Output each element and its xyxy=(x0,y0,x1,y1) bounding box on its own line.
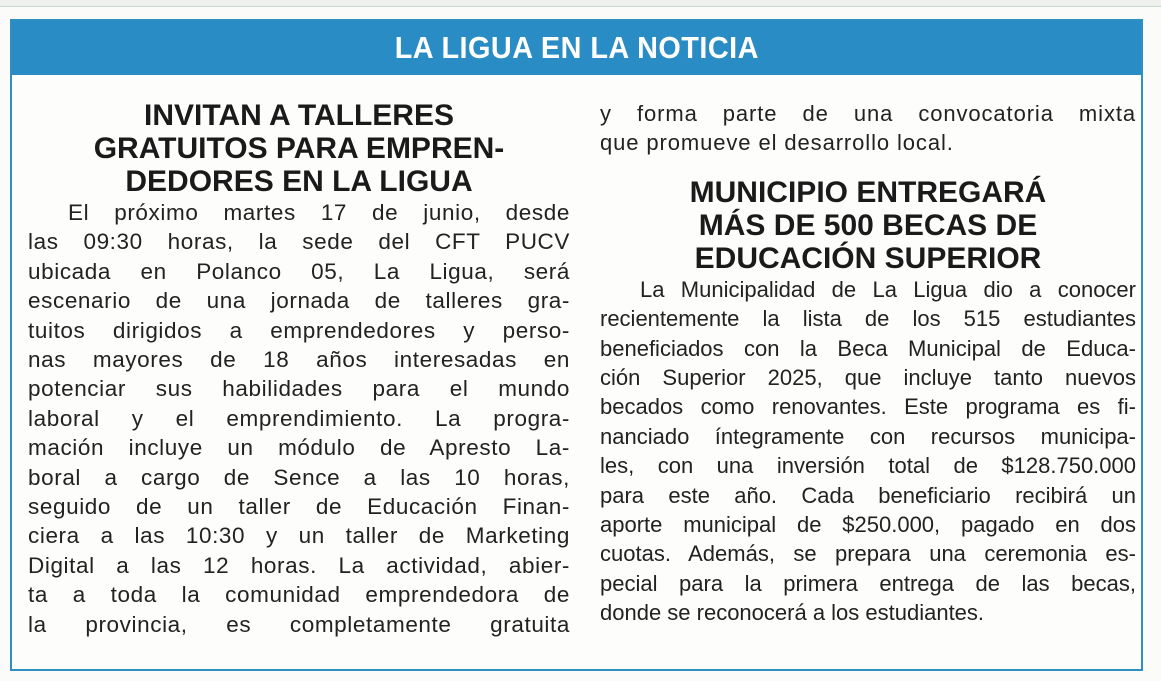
headline-line: GRATUITOS PARA EMPREN- xyxy=(93,132,505,165)
body-line: seguido de un taller de Educación Finan- xyxy=(28,494,570,520)
headline-line: EDUCACIÓN SUPERIOR xyxy=(694,241,1042,275)
headline-line: INVITAN A TALLERES xyxy=(144,99,454,132)
body-line: la provincia, es completamente gratuita xyxy=(28,611,570,637)
article-1-body xyxy=(28,198,570,639)
top-edge-strip xyxy=(0,0,1161,7)
body-line: tuitos dirigidos a emprendedores y perso- xyxy=(28,317,570,343)
body-line: La Municipalidad de La Ligua dio a conocer xyxy=(640,276,1136,302)
left-column xyxy=(28,99,570,639)
body-line: mación incluye un módulo de Apresto La- xyxy=(28,435,570,461)
body-line: recientemente la lista de los 515 estudiantes xyxy=(600,306,1136,332)
article-2-headline xyxy=(600,176,1136,275)
right-column xyxy=(600,99,1136,628)
body-line: cuotas. Además, se prepara una ceremonia es- xyxy=(600,541,1136,567)
article-1-continuation xyxy=(600,99,1136,158)
body-line: becados como renovantes. Este programa es fi- xyxy=(600,394,1136,420)
body-line: aporte municipal de $250.000, pagado en dos xyxy=(600,512,1136,538)
body-line: El próximo martes 17 de junio, desde xyxy=(68,200,570,225)
body-line: beneficiados con la Beca Municipal de Educa- xyxy=(600,335,1136,361)
news-box xyxy=(10,19,1143,671)
section-title: LA LIGUA EN LA NOTICIA xyxy=(394,30,759,65)
body-line: potenciar sus habilidades para el mundo xyxy=(28,376,570,402)
headline-line: MUNICIPIO ENTREGARÁ xyxy=(689,175,1047,209)
body-line: que promueve el desarrollo local. xyxy=(600,130,954,156)
body-line: ubicada en Polanco 05, La Ligua, será xyxy=(28,258,570,284)
body-line: nanciado íntegramente con recursos municipa- xyxy=(600,423,1136,449)
body-line: laboral y el emprendimiento. La progra- xyxy=(28,405,570,431)
body-line: ta a toda la comunidad emprendedora de xyxy=(28,582,570,608)
body-line: y forma parte de una convocatoria mixta xyxy=(600,101,1136,126)
body-line: donde se reconocerá a los estudiantes. xyxy=(600,600,985,626)
body-line: nas mayores de 18 años interesadas en xyxy=(28,347,570,373)
body-line: les, con una inversión total de $128.750.000 xyxy=(600,453,1136,479)
body-line: las 09:30 horas, la sede del CFT PUCV xyxy=(28,229,570,255)
article-1-headline xyxy=(28,99,570,198)
body-line: Digital a las 12 horas. La actividad, abier- xyxy=(28,552,570,578)
body-line: ciera a las 10:30 y un taller de Marketing xyxy=(28,523,570,549)
body-line: boral a cargo de Sence a las 10 horas, xyxy=(28,464,570,490)
headline-line: MÁS DE 500 BECAS DE xyxy=(698,208,1038,242)
headline-line: DEDORES EN LA LIGUA xyxy=(125,165,473,198)
body-line: para este año. Cada beneficiario recibirá un xyxy=(600,482,1136,508)
section-banner xyxy=(12,21,1141,75)
body-line: pecial para la primera entrega de las becas, xyxy=(600,570,1136,596)
article-2-body xyxy=(600,275,1136,628)
body-line: ción Superior 2025, que incluye tanto nuevos xyxy=(600,365,1136,391)
body-line: escenario de una jornada de talleres gra- xyxy=(28,288,570,314)
